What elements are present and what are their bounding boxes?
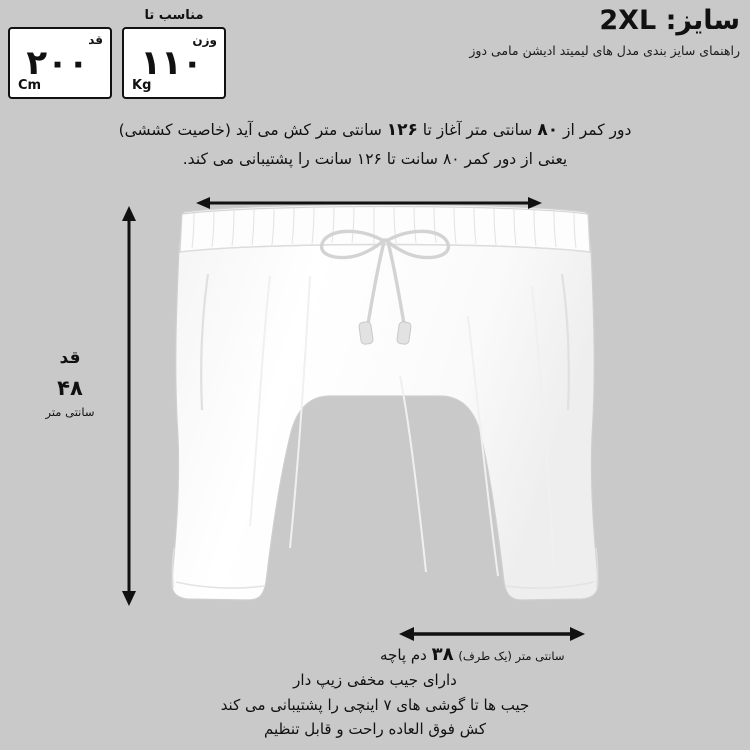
shorts-body [172, 205, 599, 601]
leg-measurement-label [380, 644, 640, 665]
waist-note-min: ۸۰ [537, 120, 559, 140]
page-title: سایز: 2XL [599, 5, 740, 36]
length-arrow [118, 206, 140, 606]
spec-cards [8, 8, 226, 99]
waist-note-max: ۱۲۶ [386, 120, 418, 140]
height-group [8, 8, 112, 99]
footer-line-1: دارای جیب مخفی زیپ دار [293, 670, 457, 689]
waist-note-text-b: سانتی متر آغاز تا [417, 121, 538, 139]
fit-upto-caption: مناسب تا [144, 8, 204, 23]
waist-note-text-c: سانتی متر کش می آید (خاصیت کششی) [118, 121, 387, 139]
header [469, 6, 740, 59]
footer-notes [0, 668, 750, 742]
footer-line-3: کش فوق العاده راحت و قابل تنظیم [264, 720, 486, 739]
weight-card-unit: Kg [132, 78, 152, 93]
length-label-value: ۴۸ [57, 375, 83, 400]
page-subtitle: راهنمای سایز بندی مدل های لیمیتد ادیشن مامی دوز [469, 42, 740, 58]
height-card-unit: Cm [18, 78, 42, 93]
waist-note-line-2: یعنی از دور کمر ۸۰ سانت تا ۱۲۶ سانت را پشتیبانی می کند. [182, 149, 568, 168]
leg-label-value: ۳۸ [431, 644, 454, 665]
shorts-illustration [150, 196, 620, 626]
weight-card-value: ۱۱۰ [140, 43, 203, 83]
waist-width-arrow [196, 196, 542, 210]
height-card-tag: قد [88, 33, 103, 47]
footer-line-2: جیب ها تا گوشی های ۷ اینچی را پشتیبانی می کند [220, 695, 530, 714]
fit-upto-group [122, 8, 226, 99]
height-card-value: ۲۰۰ [26, 43, 89, 83]
height-card [8, 27, 112, 99]
leg-label-unit: سانتی متر (یک طرف) [458, 649, 565, 663]
leg-label-title: دم پاچه [380, 646, 427, 664]
length-label-unit: سانتی متر [45, 405, 95, 420]
length-measurement-label [28, 346, 112, 421]
waist-note [0, 116, 750, 173]
waist-note-text-a: دور کمر از [558, 121, 632, 139]
leg-opening-arrow [399, 626, 585, 642]
weight-card [122, 27, 226, 99]
weight-card-tag: وزن [192, 33, 217, 47]
length-label-title: قد [59, 348, 81, 368]
waist-note-line-1 [0, 116, 750, 146]
